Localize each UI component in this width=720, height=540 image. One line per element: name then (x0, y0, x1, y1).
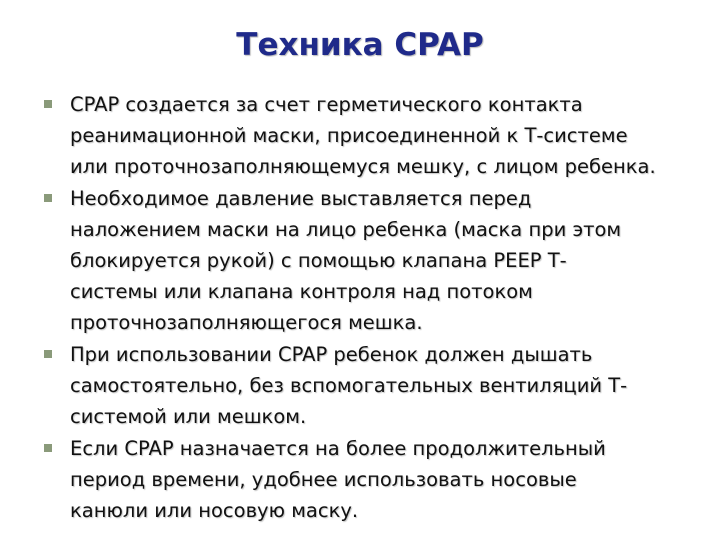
bullet-item-1 (44, 89, 704, 182)
bullet-item-4 (44, 433, 704, 526)
bullet-line: Необходимое давление выставляется перед (70, 187, 532, 210)
square-bullet-icon (44, 350, 52, 358)
bullet-line: канюли или носовую маску. (70, 499, 359, 522)
bullet-item-3 (44, 339, 704, 432)
bullet-line: блокируется рукой) с помощью клапана PEEP Т- (70, 249, 567, 272)
bullet-line: период времени, удобнее использовать носовые (70, 468, 577, 491)
bullet-line: системой или мешком. (70, 405, 307, 428)
bullet-line: При использовании CPAP ребенок должен дышать (70, 343, 593, 366)
bullet-line: реанимационной маски, присоединенной к Т-системе (70, 124, 628, 147)
bullet-line: или проточнозаполняющемуся мешку, с лицом ребенка. (70, 155, 656, 178)
bullet-line: самостоятельно, без вспомогательных вентиляций Т- (70, 374, 628, 397)
bullet-line: проточнозаполняющегося мешка. (70, 311, 423, 334)
bullet-line: CPAP создается за счет герметического контакта (70, 93, 583, 116)
square-bullet-icon (44, 100, 52, 108)
square-bullet-icon (44, 444, 52, 452)
slide-title: Техника CPAP (236, 27, 484, 63)
square-bullet-icon (44, 194, 52, 202)
bullet-line: системы или клапана контроля над потоком (70, 280, 533, 303)
bullet-item-2 (44, 183, 704, 338)
bullet-line: Если CPAP назначается на более продолжительный (70, 437, 606, 460)
bullet-line: наложением маски на лицо ребенка (маска при этом (70, 218, 622, 241)
bullet-list (44, 89, 704, 527)
